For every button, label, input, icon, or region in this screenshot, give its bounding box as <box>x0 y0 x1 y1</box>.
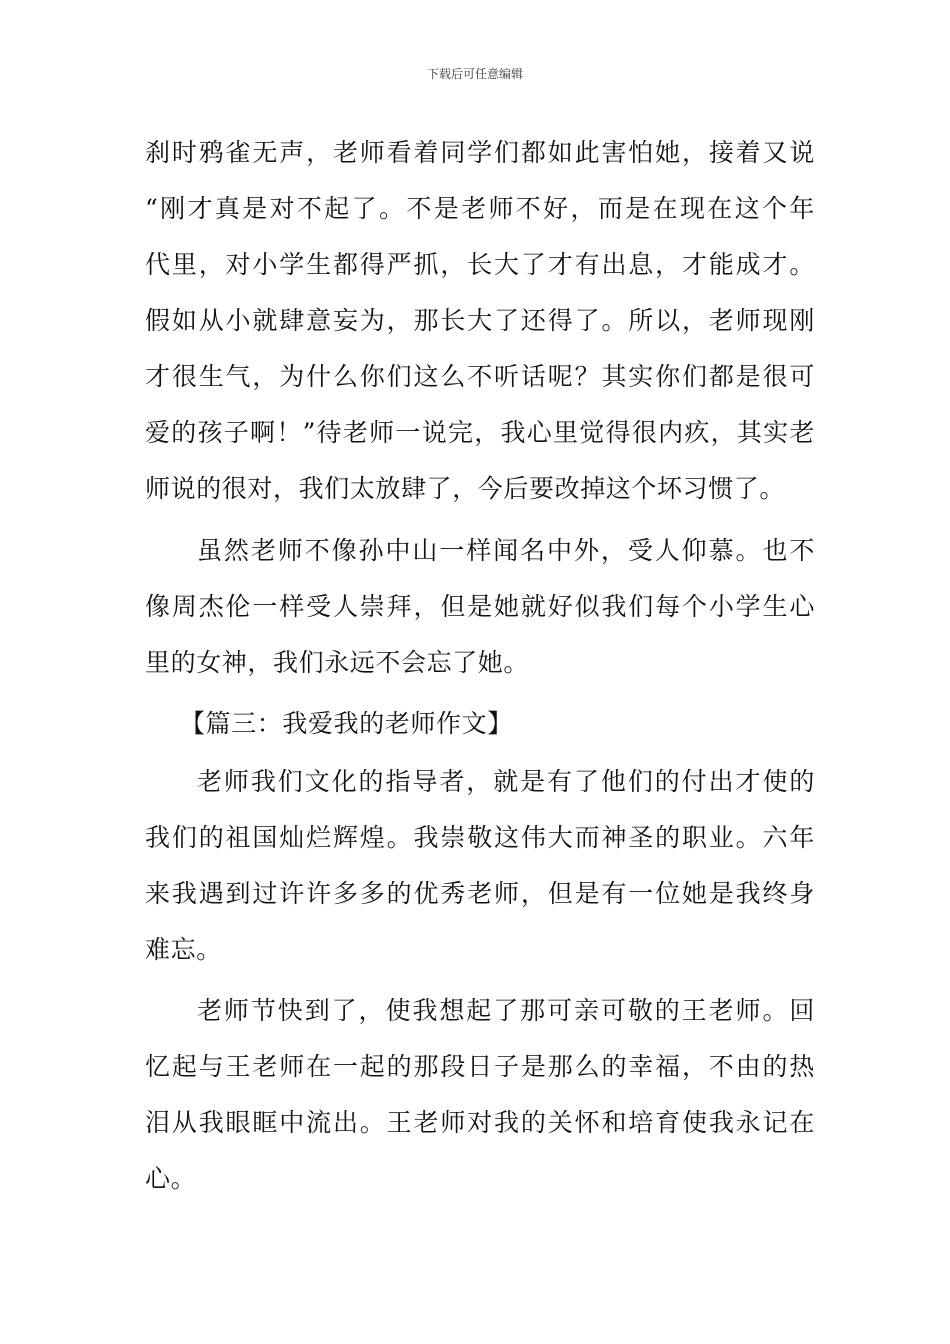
text-line: 里的女神，我们永远不会忘了她。 <box>145 648 530 677</box>
section-heading: 【篇三：我爱我的老师作文】 <box>180 709 513 738</box>
text-line: 代里，对小学生都得严抓，长大了才有出息，才能成才。 <box>145 250 815 279</box>
text-line: 爱的孩子啊！”待老师一说完，我心里觉得很内疚，其实老 <box>145 418 815 447</box>
text-line: 忆起与王老师在一起的那段日子是那么的幸福，不由的热 <box>145 1052 815 1081</box>
paragraph-start-line: 老师我们文化的指导者，就是有了他们的付出才使的 <box>197 767 815 796</box>
page-header-note: 下载后可任意编辑 <box>426 67 523 81</box>
text-line: 像周杰伦一样受人崇拜，但是她就好似我们每个小学生心 <box>145 592 815 621</box>
paragraph-start-line: 虽然老师不像孙中山一样闻名中外，受人仰慕。也不 <box>197 536 815 565</box>
text-line: 泪从我眼眶中流出。王老师对我的关怀和培育使我永记在 <box>145 1108 815 1137</box>
text-line: 刹时鸦雀无声，老师看着同学们都如此害怕她，接着又说 <box>145 138 815 167</box>
text-line: “刚才真是对不起了。不是老师不好，而是在现在这个年 <box>145 194 815 223</box>
text-line: 我们的祖国灿烂辉煌。我崇敬这伟大而神圣的职业。六年 <box>145 823 815 852</box>
text-line: 来我遇到过许许多多的优秀老师，但是有一位她是我终身 <box>145 879 815 908</box>
paragraph-start-line: 老师节快到了，使我想起了那可亲可敬的王老师。回 <box>197 996 815 1025</box>
text-line: 假如从小就肆意妄为，那长大了还得了。所以，老师现刚 <box>145 306 815 335</box>
text-line: 难忘。 <box>145 935 222 964</box>
text-line: 师说的很对，我们太放肆了，今后要改掉这个坏习惯了。 <box>145 474 786 503</box>
text-line: 才很生气，为什么你们这么不听话呢？其实你们都是很可 <box>145 362 815 391</box>
text-line: 心。 <box>145 1164 197 1193</box>
